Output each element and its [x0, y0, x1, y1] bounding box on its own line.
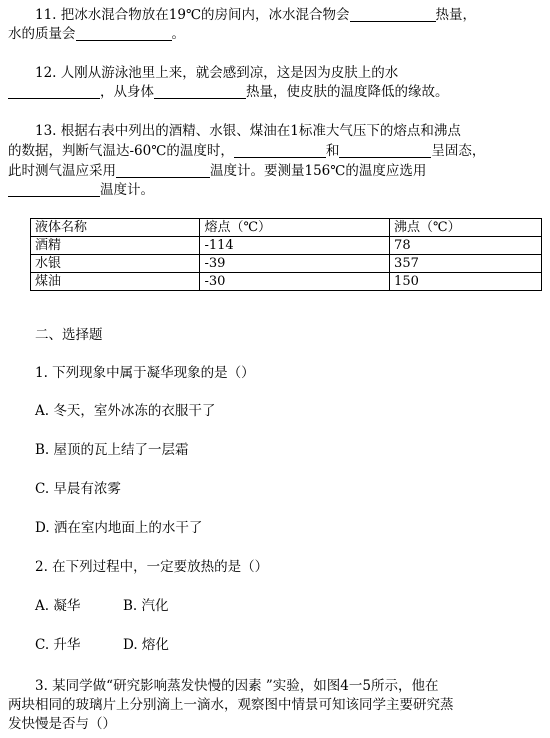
table-header-cell: 液体名称 [31, 219, 200, 237]
table-cell: -30 [200, 273, 390, 291]
table-cell: 煤油 [31, 273, 200, 291]
mc1-option-a[interactable]: A. 冬天，室外冰冻的衣服干了 [35, 403, 216, 419]
table-cell: 酒精 [31, 237, 200, 255]
q13-line4: 温度计。 [8, 181, 542, 199]
section-title: 二、选择题 [35, 327, 103, 343]
answer-blank[interactable] [8, 84, 100, 99]
q12-line2: ，从身体 热量，使皮肤的温度降低的缘故。 [8, 83, 542, 101]
answer-blank[interactable] [154, 84, 246, 99]
melting-boiling-table [30, 218, 542, 291]
mc3-line2: 两块相同的玻璃片上分别滴上一滴水，观察图中情景可知该同学主要研究蒸 [8, 697, 454, 713]
table-row [31, 273, 542, 291]
mc3-line1: 3. 某同学做“研究影响蒸发快慢的因素 ”实验，如图4一5所示，他在 [35, 678, 439, 694]
answer-blank[interactable] [116, 163, 210, 178]
mc2-options-row1 [35, 597, 542, 615]
mc1-option-d[interactable]: D. 洒在室内地面上的水干了 [35, 520, 203, 536]
table-header-cell: 沸点（℃） [390, 219, 542, 237]
mc1-option-b[interactable]: B. 屋顶的瓦上结了一层霜 [35, 442, 189, 458]
mc2-options-row2 [35, 636, 542, 654]
mc2-option-c[interactable]: C. 升华 [35, 637, 81, 653]
table-cell: 78 [390, 237, 542, 255]
q11-line1: 11. 把冰水混合物放在19℃的房间内，冰水混合物会 热量， [35, 7, 477, 23]
table-row [31, 237, 542, 255]
table-cell: -39 [200, 255, 390, 273]
q13-line3: 此时测气温应采用 温度计。要测量156℃的温度应选用 [8, 163, 427, 179]
table-cell: -114 [200, 237, 390, 255]
mc2-option-b[interactable]: B. 汽化 [123, 598, 169, 614]
mc1-question: 1. 下列现象中属于凝华现象的是（） [35, 365, 255, 381]
table-cell: 水银 [31, 255, 200, 273]
answer-blank[interactable] [76, 26, 172, 41]
table-header-row [31, 219, 542, 237]
mc2-option-a[interactable]: A. 凝华 [35, 598, 81, 614]
mc2-question: 2. 在下列过程中，一定要放热的是（） [35, 559, 269, 575]
mc2-option-d[interactable]: D. 熔化 [123, 637, 169, 653]
answer-blank[interactable] [350, 7, 436, 22]
q13-line1: 13. 根据右表中列出的酒精、水银、煤油在1标准大气压下的熔点和沸点 [35, 123, 461, 139]
table-header-cell: 熔点（℃） [200, 219, 390, 237]
q11-line2: 水的质量会 。 [8, 26, 185, 42]
table-row [31, 255, 542, 273]
mc1-option-c[interactable]: C. 早晨有浓雾 [35, 481, 121, 497]
table-cell: 150 [390, 273, 542, 291]
answer-blank[interactable] [234, 143, 326, 158]
mc3-line3: 发快慢是否与（） [8, 716, 116, 732]
q12-line1: 12. 人刚从游泳池里上来，就会感到凉，这是因为皮肤上的水 [35, 65, 399, 81]
answer-blank[interactable] [339, 143, 431, 158]
answer-blank[interactable] [8, 182, 100, 197]
table-cell: 357 [390, 255, 542, 273]
q13-line2: 的数据，判断气温达-60℃的温度时， 和 呈固态， [8, 143, 486, 159]
